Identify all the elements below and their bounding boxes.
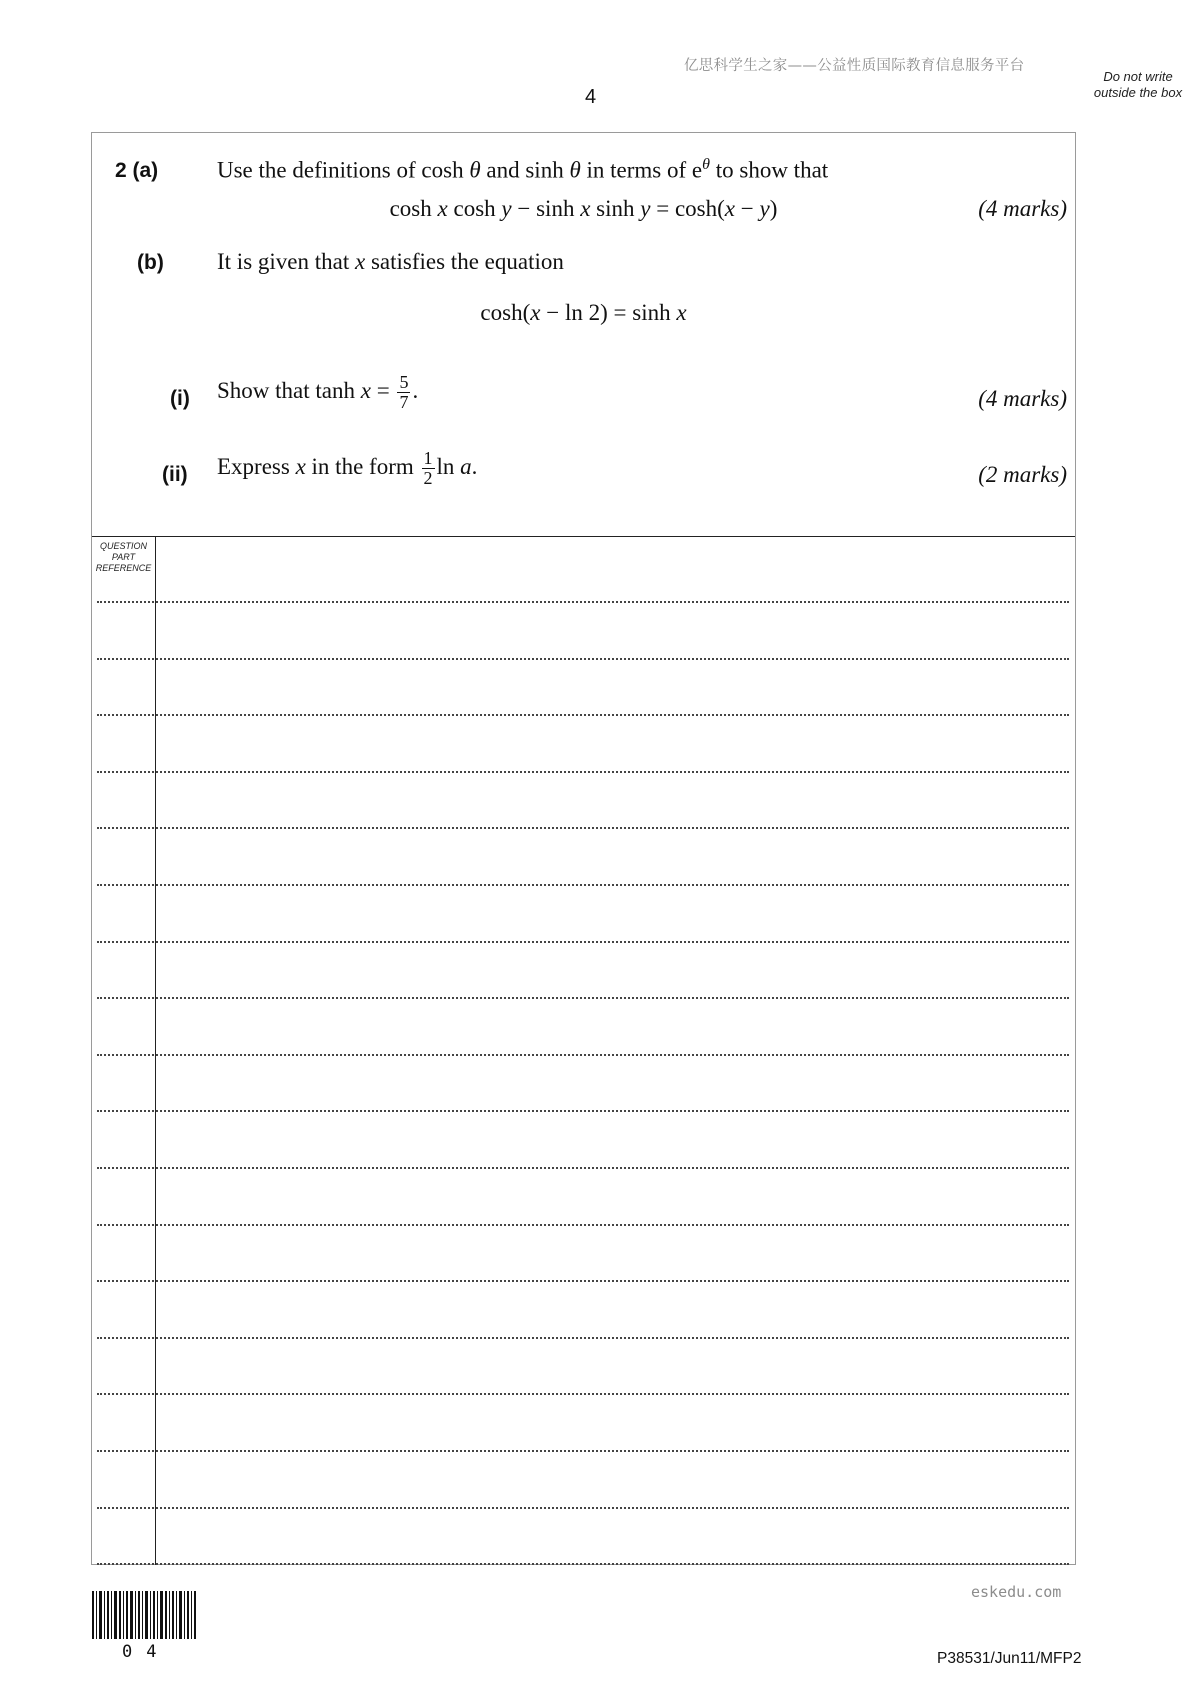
paper-reference: P38531/Jun11/MFP2 — [937, 1650, 1082, 1667]
answer-line[interactable] — [97, 884, 1069, 886]
fraction-1-2: $\frac{1}{2}$ — [423, 448, 433, 488]
answer-line[interactable] — [97, 1563, 1069, 1565]
question-area — [92, 133, 1075, 537]
part-b-i-text: Show that tanh x = $\frac{5}{7}$ . — [217, 372, 419, 412]
part-a-identity: cosh x cosh y − sinh x sinh y = cosh(x − y) — [389, 196, 778, 221]
part-b-i-label: (i) — [170, 387, 190, 410]
page-code: 04 — [122, 1642, 171, 1662]
answer-line[interactable] — [97, 1224, 1069, 1226]
part-b-i-marks: (4 marks) — [978, 386, 1067, 411]
part-b-text: It is given that x satisfies the equation — [217, 249, 564, 274]
question-part-reference-label: QUESTION PART REFERENCE — [95, 541, 152, 573]
answer-line[interactable] — [97, 771, 1069, 773]
answer-line[interactable] — [97, 827, 1069, 829]
fraction-5-7: $\frac{5}{7}$ — [399, 372, 409, 412]
page-number: 4 — [585, 86, 597, 108]
answer-line[interactable] — [97, 1450, 1069, 1452]
question-box — [91, 132, 1076, 1565]
part-b-ii-marks: (2 marks) — [978, 462, 1067, 487]
answer-line[interactable] — [97, 1110, 1069, 1112]
header-watermark: 亿思科学生之家——公益性质国际教育信息服务平台 — [684, 58, 1025, 74]
answer-line[interactable] — [97, 1054, 1069, 1056]
answer-line[interactable] — [97, 1393, 1069, 1395]
part-a-label: 2 (a) — [115, 159, 159, 182]
answer-line[interactable] — [97, 601, 1069, 603]
part-a-marks: (4 marks) — [978, 196, 1067, 221]
answer-area[interactable] — [92, 537, 1075, 1565]
margin-note: Do not write outside the box — [1093, 69, 1183, 100]
part-b-equation: cosh(x − ln 2) = sinh x — [480, 300, 687, 325]
answer-line[interactable] — [97, 658, 1069, 660]
question-part-reference-column — [92, 537, 156, 1565]
answer-line[interactable] — [97, 1280, 1069, 1282]
part-b-ii-text: Express x in the form $\frac{1}{2}$ ln a. — [217, 448, 478, 488]
part-a-text: Use the definitions of cosh θ and sinh θ in terms of $e^\theta$ to show that — [217, 156, 829, 183]
answer-line[interactable] — [97, 1507, 1069, 1509]
answer-line[interactable] — [97, 1167, 1069, 1169]
answer-line[interactable] — [97, 714, 1069, 716]
answer-line[interactable] — [97, 997, 1069, 999]
footer-watermark: eskedu.com — [971, 1583, 1062, 1601]
answer-line[interactable] — [97, 1337, 1069, 1339]
answer-line[interactable] — [97, 941, 1069, 943]
barcode-icon — [92, 1591, 196, 1639]
part-b-label: (b) — [137, 251, 164, 274]
part-b-ii-label: (ii) — [162, 463, 188, 486]
